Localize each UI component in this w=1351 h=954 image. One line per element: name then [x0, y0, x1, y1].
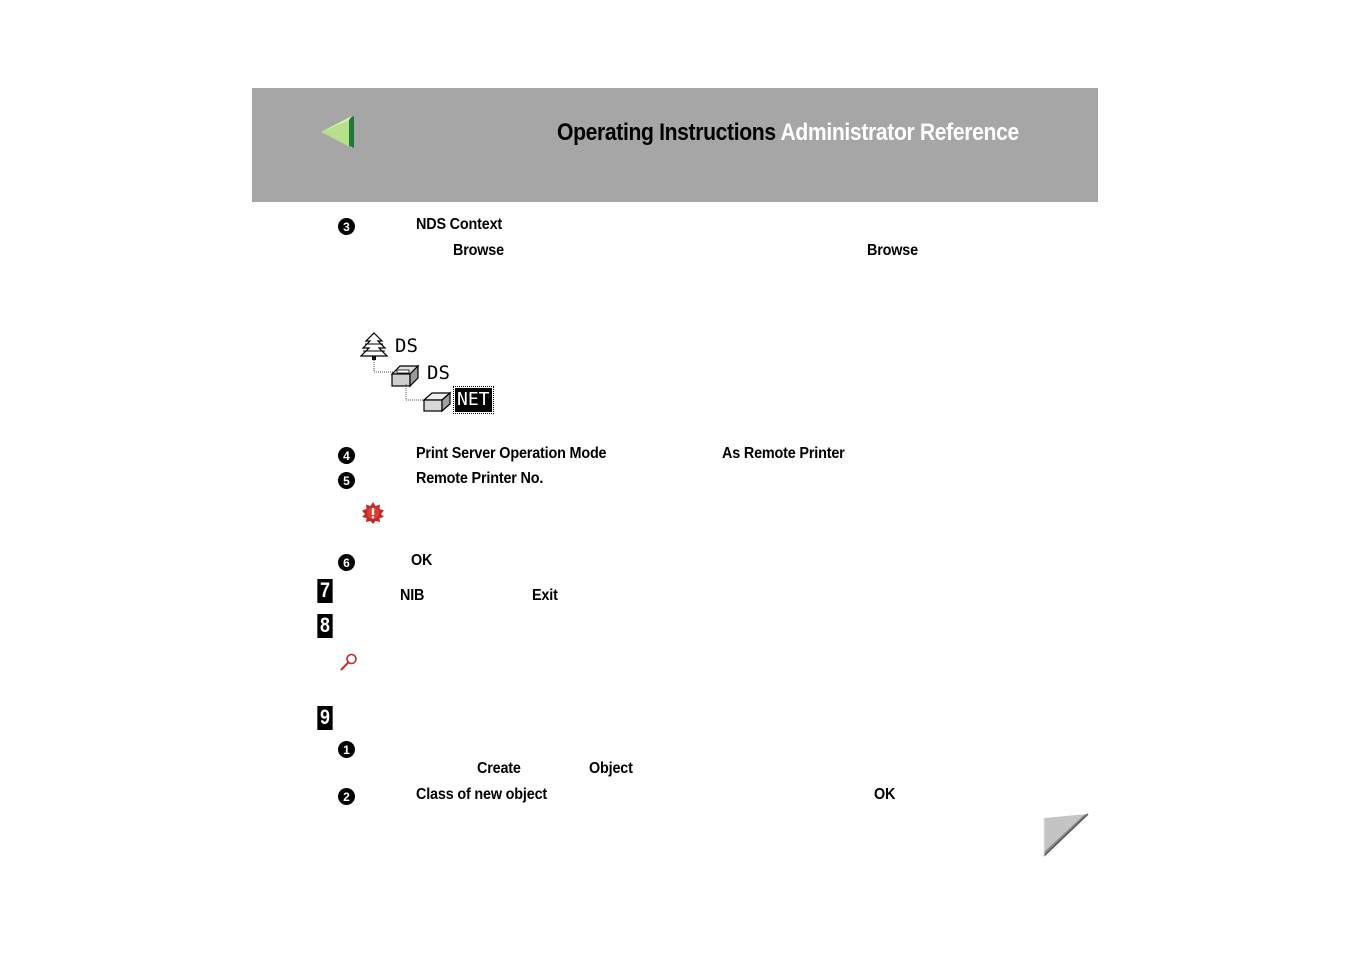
as-remote-printer-label: As Remote Printer	[722, 445, 845, 462]
browse-label-1: Browse	[453, 242, 504, 259]
substep-2-number: 2	[338, 788, 355, 805]
step-8-number: 8	[317, 614, 332, 638]
substep-5-number: 5	[338, 472, 355, 489]
tree-leaf-label: NET	[457, 389, 490, 410]
ok-label-1: OK	[411, 552, 433, 569]
object-label: Object	[589, 760, 633, 777]
create-label: Create	[477, 760, 521, 777]
tree-root-label: DS	[395, 335, 418, 357]
nds-context-label: NDS Context	[416, 216, 503, 233]
tree-child-label: DS	[427, 362, 450, 384]
class-of-new-object-label: Class of new object	[416, 786, 548, 803]
browse-label-2: Browse	[867, 242, 918, 259]
remote-printer-no-label: Remote Printer No.	[416, 470, 544, 487]
ok-label-2: OK	[874, 786, 896, 803]
nds-tree-illustration	[360, 332, 500, 418]
substep-4-number: 4	[338, 447, 355, 464]
title-main: Operating Instructions	[557, 119, 776, 146]
step-7-number: 7	[317, 579, 332, 603]
magnifier-icon	[339, 652, 359, 672]
page-header	[252, 88, 1098, 202]
page-title	[557, 119, 1019, 147]
nib-label: NIB	[400, 587, 425, 604]
title-sub: Administrator Reference	[780, 119, 1019, 146]
back-triangle-icon[interactable]	[319, 114, 355, 150]
exit-label: Exit	[532, 587, 558, 604]
next-page-icon[interactable]	[1040, 812, 1090, 858]
important-icon	[362, 502, 384, 524]
step-9-number: 9	[317, 706, 332, 730]
substep-6-number: 6	[338, 554, 355, 571]
print-server-mode-label: Print Server Operation Mode	[416, 445, 607, 462]
print-server-icon	[422, 390, 452, 414]
substep-1-number: 1	[338, 741, 355, 758]
substep-3-number: 3	[338, 218, 355, 235]
